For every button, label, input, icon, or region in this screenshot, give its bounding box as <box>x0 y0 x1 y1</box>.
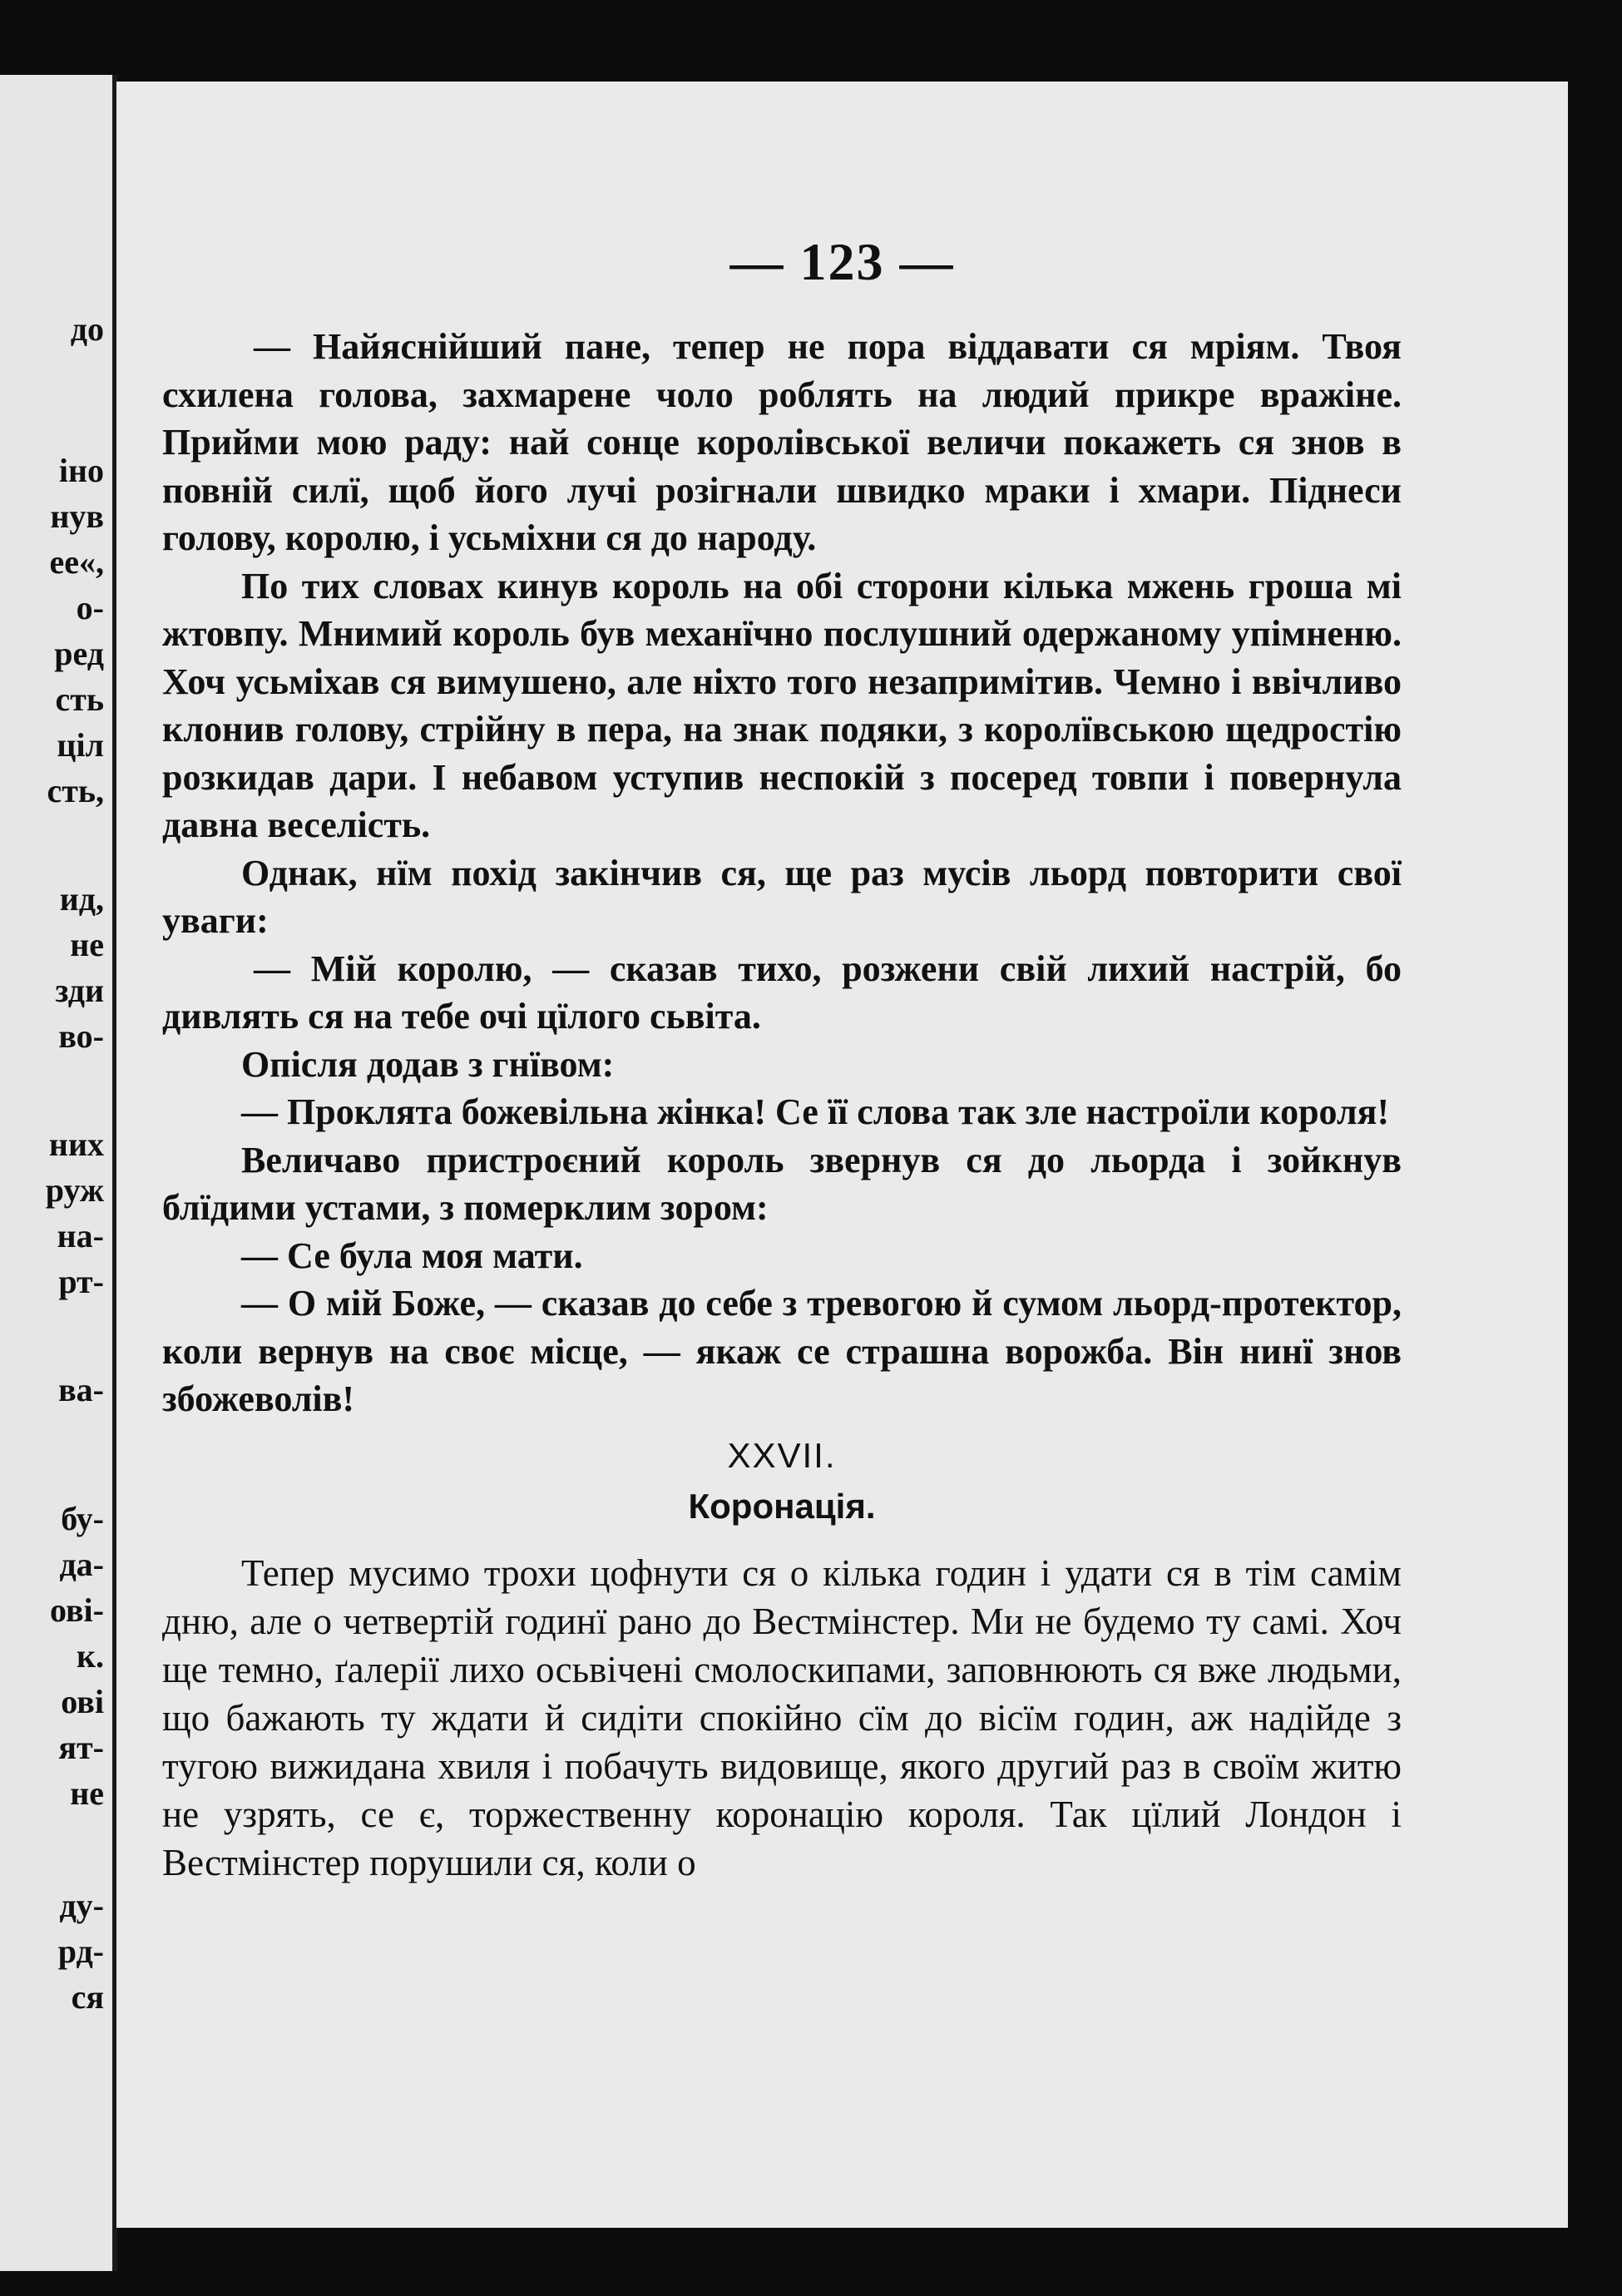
paragraph: — Мій королю, — сказав тихо, розжени свій лихий настрій, бо дивлять ся на тебе очі цїлого сьвіта. <box>162 948 1402 1037</box>
paragraph: Величаво пристроєний король звернув ся до льорда і зойкнув блїдими устами, з померклим зором: <box>162 1139 1402 1228</box>
paragraph: По тих словах кинув король на обі сторони кілька мжень гроша мі жтовпу. Мнимий король був механїчно послушний одержаному упімненю. Хоч усьміхав ся вимушено, але ніхто того незапримітив. Чемно і ввічливо клонив голову, стрійну в пера, на знак подяки, з королївською щедростію розкидав дари. І небавом уступив неспокій з посеред товпи і повернула давна веселість. <box>162 565 1402 845</box>
left-text-fragment: о- <box>76 589 104 626</box>
left-text-fragment: рд- <box>57 1932 104 1970</box>
paragraph: Однак, нїм похід закінчив ся, ще раз мусів льорд повторити свої уваги: <box>162 852 1402 941</box>
left-text-fragment: нув <box>50 497 104 535</box>
left-text-fragment: руж <box>45 1171 104 1209</box>
left-text-fragment: зди <box>55 972 104 1009</box>
left-text-fragment: во- <box>58 1017 104 1055</box>
chapter-number: XXVII. <box>727 1435 837 1475</box>
left-text-fragment: да- <box>59 1546 104 1583</box>
left-text-fragment: ові- <box>49 1591 104 1629</box>
left-text-fragment: ду- <box>59 1887 104 1924</box>
left-text-fragment: к. <box>76 1637 104 1675</box>
paragraph: — Се була моя мати. <box>241 1235 583 1276</box>
left-text-fragment: не <box>70 926 104 963</box>
paragraph: — Найяснійший пане, тепер не пора віддавати ся мріям. Твоя схилена голова, захмарене чоло роблять на людий прикре вражіне. Прийми мою раду: най сонце королівської величи покажеть ся знов в повній силї, щоб його лучі розігнали швидко мраки і хмари. Піднеси голову, королю, і усьміхни ся до народу. <box>162 326 1402 558</box>
paragraph: — Проклята божевільна жінка! Се її слова так зле настроїли короля! <box>241 1091 1390 1132</box>
left-text-fragment: рт- <box>58 1263 104 1300</box>
left-page-fragment <box>0 75 112 2271</box>
book-page <box>116 82 1568 2228</box>
left-text-fragment: сть <box>55 680 104 718</box>
left-text-fragment: не <box>70 1774 104 1812</box>
chapter-title: Коронація. <box>688 1487 876 1526</box>
left-text-fragment: ва- <box>58 1371 104 1408</box>
left-text-fragment: ові <box>61 1683 104 1720</box>
left-text-fragment: ся <box>71 1978 104 2016</box>
left-text-fragment: них <box>48 1126 104 1163</box>
left-text-fragment: іно <box>58 452 104 489</box>
left-text-fragment: сть, <box>47 772 104 809</box>
left-text-fragment: на- <box>57 1217 104 1254</box>
left-text-fragment: ят- <box>58 1729 104 1766</box>
page-number: — 123 — <box>729 232 955 291</box>
left-text-fragment: ее«, <box>49 543 104 581</box>
paragraph: — О мій Боже, — сказав до себе з тревогою й сумом льорд-протектор, коли вернув на своє місце, — якаж се страшна ворожба. Він нинї знов збожеволів! <box>162 1283 1402 1419</box>
paragraph: Опісля додав з гнївом: <box>241 1043 615 1085</box>
paragraph: Тепер мусимо трохи цофнути ся о кілька годин і удати ся в тім самім дню, але о четвертій годинї рано до Вестмінстер. Ми не будемо ту самі. Хоч ще темно, ґалерії лихо осьвічені смолоскипами, заповнюють ся вже людьми, що бажають ту ждати й сидіти спокійно сїм до вісїм годин, аж надійде з тугою вижидана хвиля і побачуть видовище, якого другий раз в своїм житю не узрять, се є, торжественну коронацію короля. Так цїлий Лондон і Вестмінстер порушили ся, коли о <box>162 1551 1402 1883</box>
left-text-fragment: ид, <box>59 880 104 918</box>
left-text-fragment: ціл <box>57 726 104 764</box>
left-text-fragment: до <box>70 310 104 348</box>
left-text-fragment: бу- <box>61 1500 104 1537</box>
page-text <box>162 323 1402 1887</box>
left-text-fragment: ред <box>54 635 104 672</box>
